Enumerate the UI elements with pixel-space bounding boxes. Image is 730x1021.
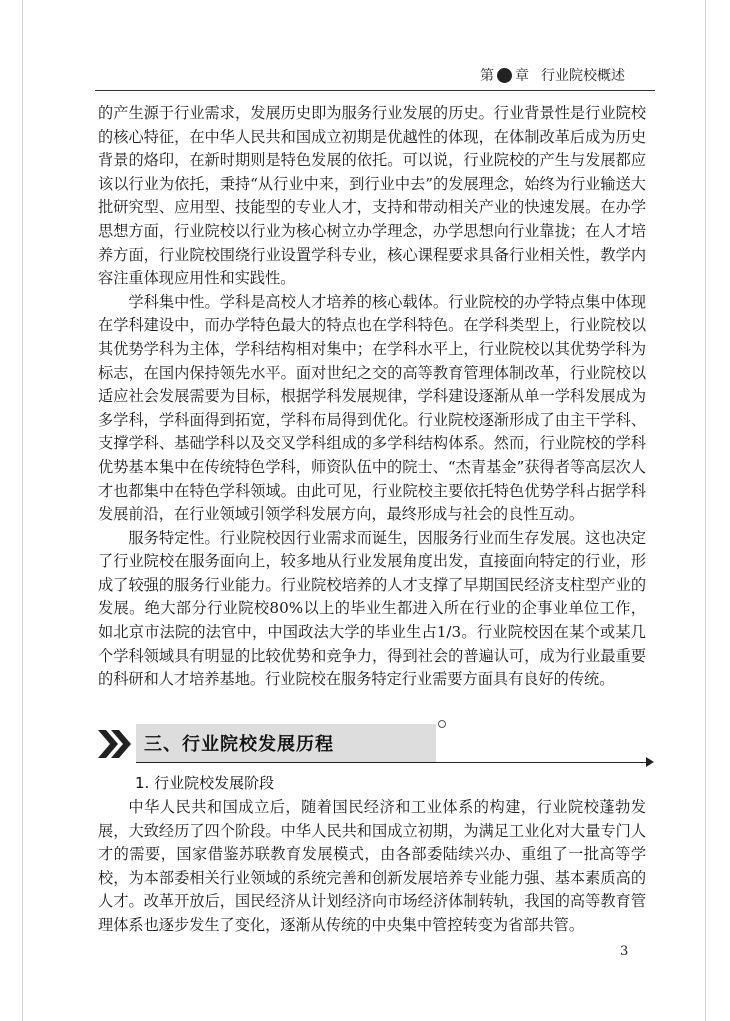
paragraph: 的产生源于行业需求，发展历史即为服务行业发展的历史。行业背景性是行业院校的核心特征，在中华人民共和国成立初期是优越性的体现，在体制改革后成为历史背景的烙印，在新时期则是特色发展的依托。可以说，行业院校的产生与发展都应该以行业为依托，秉持“从行业中来，到行业中去”的发展理念，始终为行业输送大批研究型、应用型、技能型的专业人才，支持和带动相关产业的快速发展。在办学思想方面，行业院校以行业为核心树立办学理念，办学思想向行业靠拢；在人才培养方面，行业院校围绕行业设置学科专业，核心课程要求具备行业相关性，教学内容注重体现应用性和实践性。	[98, 104, 646, 288]
double-chevron-icon	[98, 728, 132, 760]
paragraph: 学科集中性。学科是高校人才培养的核心载体。行业院校的办学特点集中体现在学科建设中，而办学特色最大的特点也在学科特色。在学科类型上，行业院校以其优势学科为主体，学科结构相对集中；在学科水平上，行业院校以其优势学科为标志，在国内保持领先水平。面对世纪之交的高等教育管理体制改革，行业院校以适应社会发展需要为目标，根据学科发展规律，学科建设逐渐从单一学科发展成为多学科，学科面得到拓宽，学科布局得到优化。行业院校逐渐形成了由主干学科、支撑学科、基础学科以及交叉学科组成的多学科结构体系。然而，行业院校的学科优势基本集中在传统特色学科，师资队伍中的院士、“杰青基金”获得者等高层次人才也都集中在特色学科领域。由此可见，行业院校主要依托特色优势学科占据学科发展前沿，在行业领域引领学科发展方向，最终形成与社会的良性互动。	[98, 292, 646, 524]
section-title-box	[136, 724, 436, 762]
section-heading-banner	[98, 724, 658, 764]
chapter-title: 行业院校概述	[541, 68, 625, 84]
paragraph: 中华人民共和国成立后，随着国民经济和工业体系的构建，行业院校蓬勃发展，大致经历了四个阶段。中华人民共和国成立初期，为满足工业化对大量专门人才的需要，国家借鉴苏联教育发展模式，由各部委陆续兴办、重组了一批高等学校，为本部委相关行业领域的系统完善和创新发展培养专业能力强、基本素质高的人才。改革开放后，国民经济从计划经济向市场经济体制转轨，我国的高等教育管理体系也逐步发生了变化，逐渐从传统的中央集中管控转变为省部共管。	[98, 798, 646, 934]
page-frame-right	[705, 0, 706, 1021]
chapter-number-circle-icon	[497, 68, 512, 83]
body-text-top	[98, 102, 646, 692]
header-rule	[95, 90, 655, 91]
page-frame-left	[22, 0, 23, 1021]
banner-underline	[136, 762, 648, 763]
page-number: 3	[620, 944, 629, 959]
body-text-bottom	[98, 796, 646, 938]
running-header	[480, 64, 625, 86]
section-title: 三、行业院校发展历程	[144, 734, 334, 755]
chapter-prefix: 第	[480, 68, 494, 84]
chapter-suffix: 章	[515, 68, 529, 84]
subsection-title: 1. 行业院校发展阶段	[135, 774, 275, 792]
banner-dot-icon	[438, 720, 446, 728]
banner-arrow-icon	[646, 757, 654, 767]
paragraph: 服务特定性。行业院校因行业需求而诞生，因服务行业而生存发展。这也决定了行业院校在服务面向上，较多地从行业发展角度出发，直接面向特定的行业，形成了较强的服务行业能力。行业院校培养的人才支撑了早期国民经济支柱型产业的发展。绝大部分行业院校80%以上的毕业生都进入所在行业的企事业单位工作，如北京市法院的法官中，中国政法大学的毕业生占1/3。行业院校因在某个或某几个学科领域具有明显的比较优势和竞争力，得到社会的普遍认可，成为行业最重要的科研和人才培养基地。行业院校在服务特定行业需要方面具有良好的传统。	[98, 528, 646, 689]
